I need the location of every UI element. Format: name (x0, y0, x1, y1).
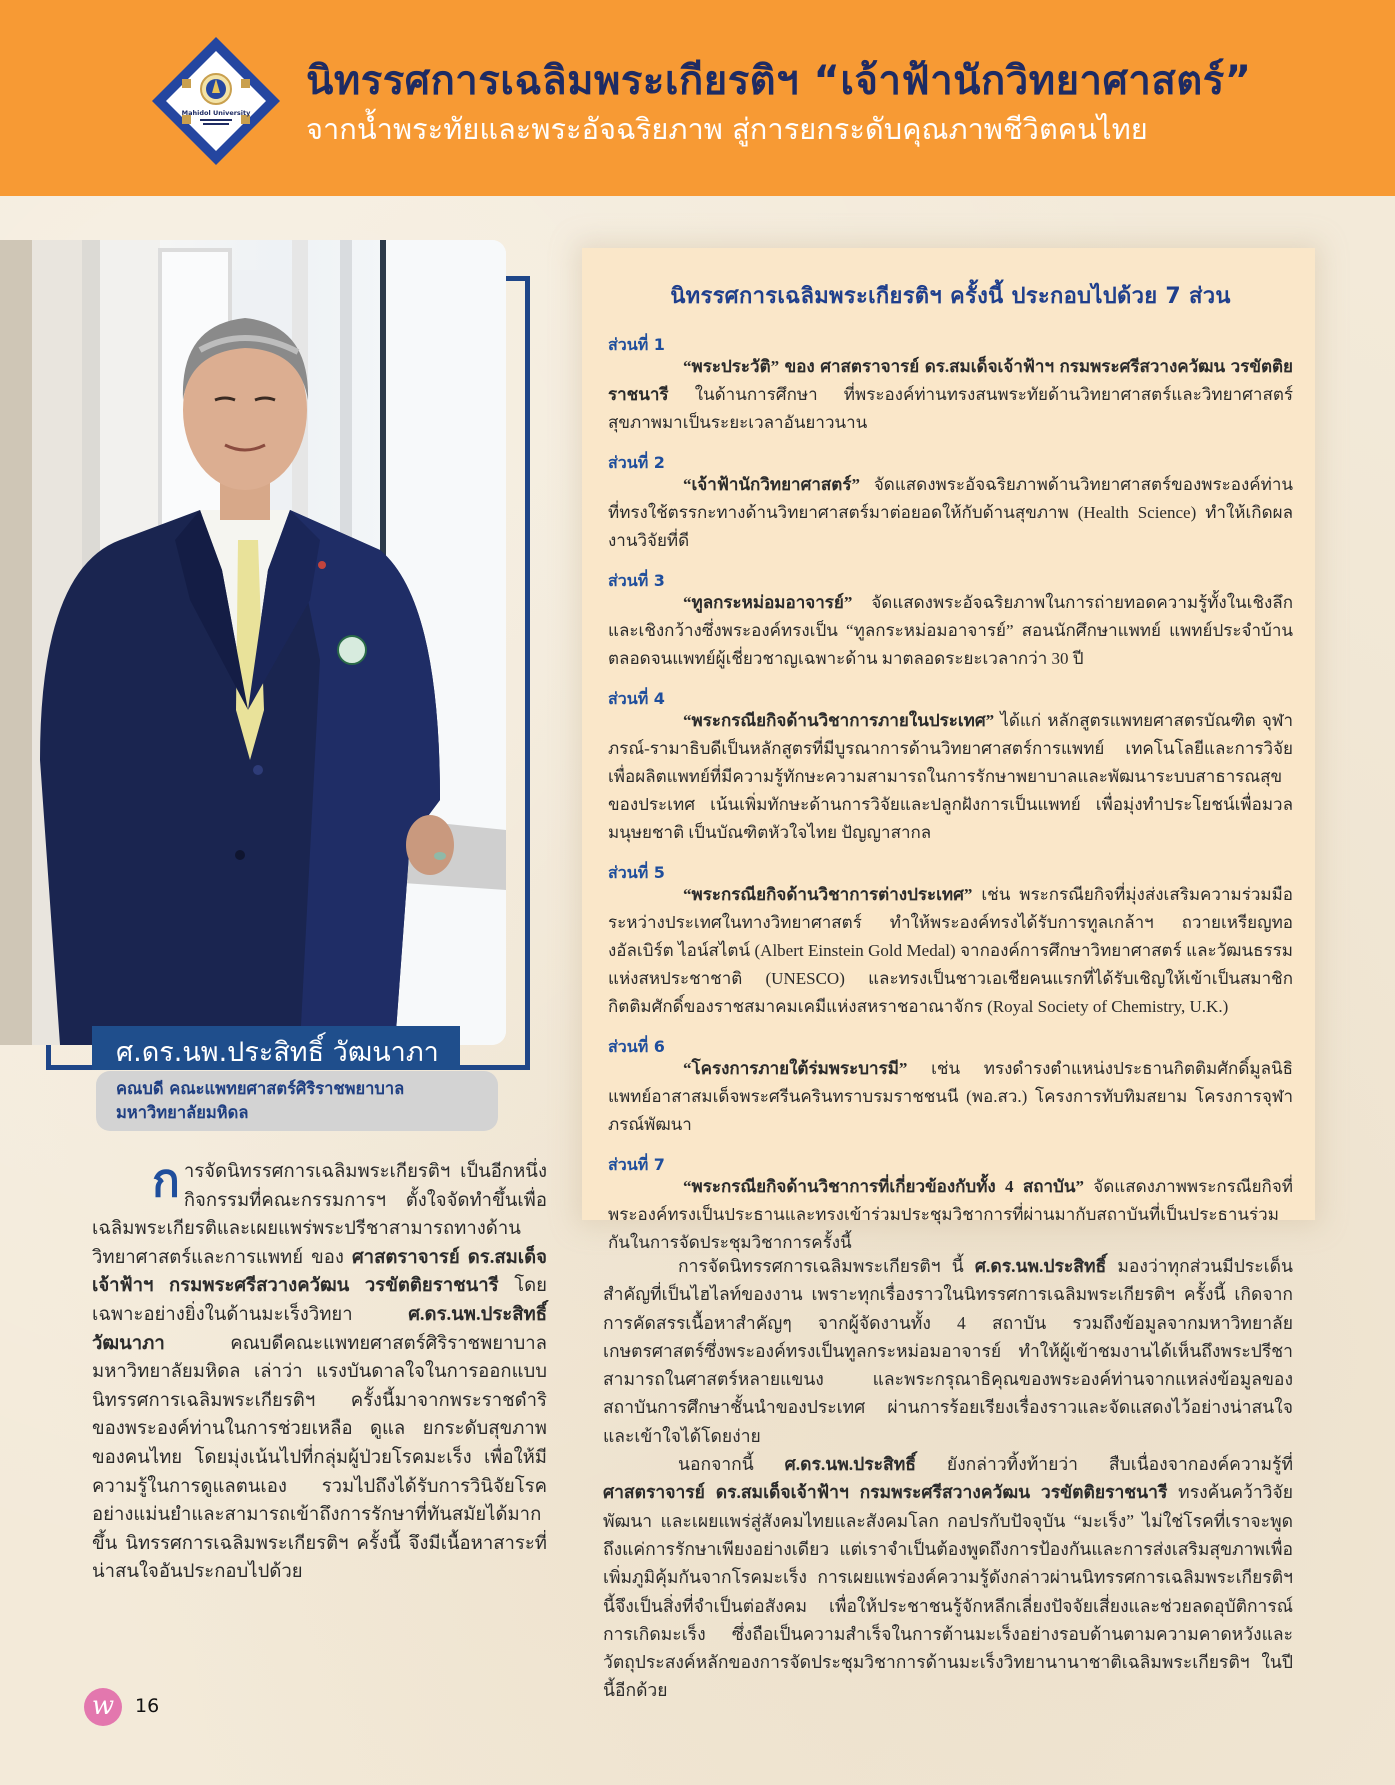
intro-text-2: โดยเฉพาะอย่างยิ่งในด้านมะเร็งวิทยา (92, 1276, 547, 1325)
section-item (608, 863, 1293, 1021)
section-body: จัดแสดงพระอัจฉริยภาพด้านวิทยาศาสตร์ของพระองค์ท่านที่ทรงใช้ตรรกะทางด้านวิทยาศาสตร์มาต่อยอดให้กับด้านสุขภาพ (Health Science) ทำให้เกิดผลงานวิจัยที่ดี (608, 475, 1293, 550)
profile-title-line-1: คณบดี คณะแพทยศาสตร์ศิริราชพยาบาล (116, 1079, 405, 1098)
section-item (608, 453, 1293, 555)
section-body: เช่น พระกรณียกิจที่มุ่งส่งเสริมความร่วมมือระหว่างประเทศในทางวิทยาศาสตร์ ทำให้พระองค์ทรงได้รับการทูลเกล้าฯ ถวายเหรียญทองอัลเบิร์ต ไอน์สไตน์ (Albert Einstein Gold Medal) จากองค์การศึกษาวิทยาศาสตร์ และวัฒนธรรมแห่งสหประชาชาติ (UNESCO) และทรงเป็นชาวเอเชียคนแรกที่ได้รับเชิญให้เข้าเป็นสมาชิกกิตติมศักดิ์ของราชสมาคมเคมีแห่งสหราชอาณาจักร (Royal Society of Chemistry, U.K.) (608, 885, 1293, 1016)
page-title: นิทรรศการเฉลิมพระเกียรติฯ “เจ้าฟ้านักวิทยาศาสตร์” (306, 58, 1252, 104)
drop-cap: ก (152, 1153, 180, 1207)
article-intro (92, 1153, 547, 1587)
intro-bold-princess: ศาสตราจารย์ ดร.สมเด็จเจ้าฟ้าฯ กรมพระศรีสวางควัฒน วรขัตติยราชนารี (92, 1247, 547, 1297)
section-title: “พระกรณียกิจด้านวิชาการภายในประเทศ” (683, 711, 995, 730)
magazine-logo-icon (84, 1688, 122, 1726)
section-body: จัดแสดงพระอัจฉริยภาพในการถ่ายทอดความรู้ทั้งในเชิงลึกและเชิงกว้างซึ่งพระองค์ทรงเป็น “ทูลกระหม่อมอาจารย์” สอนนักศึกษาแพทย์ แพทย์ประจำบ้านตลอดจนแพทย์ผู้เชี่ยวชาญเฉพาะด้าน มาตลอดระยะเวลากว่า 30 ปี (608, 593, 1293, 668)
section-title: “โครงการภายใต้ร่มพระบารมี” (683, 1059, 908, 1078)
intro-text-1: ารจัดนิทรรศการเฉลิมพระเกียรติฯ เป็นอีกหนึ่งกิจกรรมที่คณะกรรมการฯ ตั้งใจจัดทำขึ้นเพื่อเฉลิมพระเกียรติและเผยแพร่พระปรีชาสามารถทางด้านวิทยาศาสตร์และการแพทย์ ของ (92, 1162, 547, 1268)
section-description (608, 353, 1293, 437)
section-description (608, 1173, 1293, 1257)
section-label: ส่วนที่ 6 (608, 1037, 665, 1056)
section-label: ส่วนที่ 2 (608, 453, 665, 472)
page-number: 16 (135, 1695, 160, 1717)
section-label: ส่วนที่ 3 (608, 571, 665, 590)
paragraph-text: นอกจากนี้ (678, 1454, 785, 1475)
intro-bold-dean: ศ.ดร.นพ.ประสิทธิ์ วัฒนาภา (92, 1304, 547, 1354)
sections-heading: นิทรรศการเฉลิมพระเกียรติฯ ครั้งนี้ ประกอบไปด้วย 7 ส่วน (670, 284, 1231, 309)
paragraph-bold-name: ศ.ดร.นพ.ประสิทธิ์ (974, 1256, 1107, 1276)
section-item (608, 335, 1293, 437)
paragraph-bold-princess: ศาสตราจารย์ ดร.สมเด็จเจ้าฟ้าฯ กรมพระศรีสวางควัฒน วรขัตติยราชนารี (603, 1482, 1168, 1503)
sections-list (608, 335, 1293, 1257)
paragraph-text: ทรงค้นคว้าวิจัยพัฒนา และเผยแพร่สู่สังคมไทยและสังคมโลก กอปรกับปัจจุบัน “มะเร็ง” ไม่ใช่โรคที่เราจะพูดถึงแค่การรักษาเพียงอย่างเดียว แต่เราจำเป็นต้องพูดถึงการป้องกันและการส่งเสริมสุขภาพเพื่อเพิ่มภูมิคุ้มกันจากโรคมะเร็ง การเผยแพร่องค์ความรู้ดังกล่าวผ่านนิทรรศการเฉลิมพระเกียรติฯ นี้จึงเป็นสิ่งที่จำเป็นต่อสังคม เพื่อให้ประชาชนรู้จักหลีกเลี่ยงปัจจัยเสี่ยงและช่วยลดอุบัติการณ์การเกิดมะเร็ง ซึ่งถือเป็นความสำเร็จในการต้านมะเร็งอย่างรอบด้านตามความคาดหวังและวัตถุประสงค์หลักของการจัดประชุมวิชาการด้านมะเร็งวิทยานานาชาติเฉลิมพระเกียรติฯ ในปีนี้อีกด้วย (603, 1482, 1293, 1701)
paragraph-bold-name: ศ.ดร.นพ.ประสิทธิ์ (784, 1454, 916, 1475)
section-label: ส่วนที่ 4 (608, 689, 665, 708)
paragraph-closing (603, 1450, 1293, 1705)
section-item (608, 1155, 1293, 1257)
section-title: “ทูลกระหม่อมอาจารย์” (683, 593, 853, 612)
header-banner (0, 0, 1395, 196)
profile-title (96, 1071, 498, 1131)
section-body: จัดแสดงภาพพระกรณียกิจที่พระองค์ทรงเป็นประธานและทรงเข้าร่วมประชุมวิชาการที่ผ่านมากับสถาบันที่เป็นประธานร่วมกันในการจัดประชุมวิชาการครั้งนี้ (608, 1177, 1293, 1252)
paragraph-text: ยังกล่าวทิ้งท้ายว่า สืบเนื่องจากองค์ความรู้ที่ (915, 1454, 1293, 1475)
section-label: ส่วนที่ 7 (608, 1155, 665, 1174)
paragraph-text: การจัดนิทรรศการเฉลิมพระเกียรติฯ นี้ (678, 1256, 975, 1276)
section-description (608, 707, 1293, 847)
magazine-logo-letter: w (91, 1691, 115, 1721)
section-description (608, 589, 1293, 673)
intro-text-3: คณบดีคณะแพทยศาสตร์ศิริราชพยาบาล มหาวิทยาลัยมหิดล เล่าว่า แรงบันดาลใจในการออกแบบนิทรรศการเฉลิมพระเกียรติฯ ครั้งนี้มาจากพระราชดำริของพระองค์ท่านในการช่วยเหลือ ดูแล ยกระดับสุขภาพของคนไทย โดยมุ่งเน้นไปที่กลุ่มผู้ป่วยโรคมะเร็ง เพื่อให้มีความรู้ในการดูแลตนเอง รวมไปถึงได้รับการวินิจัยโรคอย่างแม่นยำและสามารถเข้าถึงการรักษาที่ทันสมัยได้มากขึ้น นิทรรศการเฉลิมพระเกียรติฯ ครั้งนี้ จึงมีเนื้อหาสาระที่น่าสนใจอันประกอบไปด้วย (92, 1333, 547, 1583)
profile-name: ศ.ดร.นพ.ประสิทธิ์ วัฒนาภา (92, 1026, 460, 1070)
section-body: เช่น ทรงดำรงตำแหน่งประธานกิตติมศักดิ์มูลนิธิแพทย์อาสาสมเด็จพระศรีนครินทราบรมราชชนนี (พอ.สว.) โครงการทับทิมสยาม โครงการจุฬาภรณ์พัฒนา (608, 1059, 1293, 1134)
section-body: ได้แก่ หลักสูตรแพทยศาสตรบัณฑิต จุฬาภรณ์-รามาธิบดีเป็นหลักสูตรที่มีบูรณาการด้านวิทยาศาสตร์การแพทย์ เทคโนโลยีและการวิจัยเพื่อผลิตแพทย์ที่มีความรู้ทักษะความสามารถในการรักษาพยาบาลและพัฒนาระบบสาธารณสุขของประเทศ เน้นเพิ่มทักษะด้านการวิจัยและปลูกฝังการเป็นแพทย์ เพื่อมุ่งทำประโยชน์เพื่อมวลมนุษยชาติ เป็นบัณฑิตหัวใจไทย ปัญญาสากล (608, 711, 1293, 842)
section-title: “เจ้าฟ้านักวิทยาศาสตร์” (683, 475, 860, 494)
section-label: ส่วนที่ 5 (608, 863, 665, 882)
exhibition-sections-box (582, 248, 1315, 1252)
profile-title-line-2: มหาวิทยาลัยมหิดล (116, 1103, 249, 1122)
article-continued (603, 1252, 1293, 1705)
paragraph-text: มองว่าทุกส่วนมีประเด็นสำคัญที่เป็นไฮไลท์ของงาน เพราะทุกเรื่องราวในนิทรรศการเฉลิมพระเกียรติฯ ครั้งนี้ เกิดจากการคัดสรรเนื้อหาสำคัญๆ จากผู้จัดงานทั้ง 4 สถาบัน รวมถึงข้อมูลจากมหาวิทยาลัยเกษตรศาสตร์ซึ่งพระองค์ทรงเป็นทูลกระหม่อมอาจารย์ ทำให้ผู้เข้าชมงานได้เห็นถึงพระปรีชาสามารถในศาสตร์หลายแขนง และพระกรุณาธิคุณของพระองค์ท่านจากแหล่งข้อมูลของสถาบันการศึกษาชั้นนำของประเทศ ผ่านการร้อยเรียงเรื่องราวและจัดแสดงไว้อย่างน่าสนใจและเข้าใจได้โดยง่าย (603, 1256, 1293, 1446)
section-item (608, 689, 1293, 847)
logo-text: Mahidol University (181, 109, 251, 117)
page-subtitle: จากน้ำพระทัยและพระอัจฉริยภาพ สู่การยกระดับคุณภาพชีวิตคนไทย (306, 112, 1148, 146)
section-title: “พระประวัติ” ของ ศาสตราจารย์ ดร.สมเด็จเจ้าฟ้าฯ กรมพระศรีสวางควัฒน วรขัตติยราชนารี (608, 357, 1293, 404)
section-title: “พระกรณียกิจด้านวิชาการที่เกี่ยวข้องกับทั้ง 4 สถาบัน” (683, 1177, 1084, 1196)
portrait-photo (0, 240, 506, 1045)
section-description (608, 881, 1293, 1021)
section-body: ในด้านการศึกษา ที่พระองค์ท่านทรงสนพระทัยด้านวิทยาศาสตร์และวิทยาศาสตร์สุขภาพมาเป็นระยะเวลาอันยาวนาน (608, 385, 1293, 432)
section-description (608, 1055, 1293, 1139)
section-description (608, 471, 1293, 555)
section-item (608, 571, 1293, 673)
section-title: “พระกรณียกิจด้านวิชาการต่างประเทศ” (683, 885, 973, 904)
section-label: ส่วนที่ 1 (608, 335, 665, 354)
mahidol-university-logo (152, 37, 280, 165)
paragraph-highlights (603, 1252, 1293, 1450)
section-item (608, 1037, 1293, 1139)
